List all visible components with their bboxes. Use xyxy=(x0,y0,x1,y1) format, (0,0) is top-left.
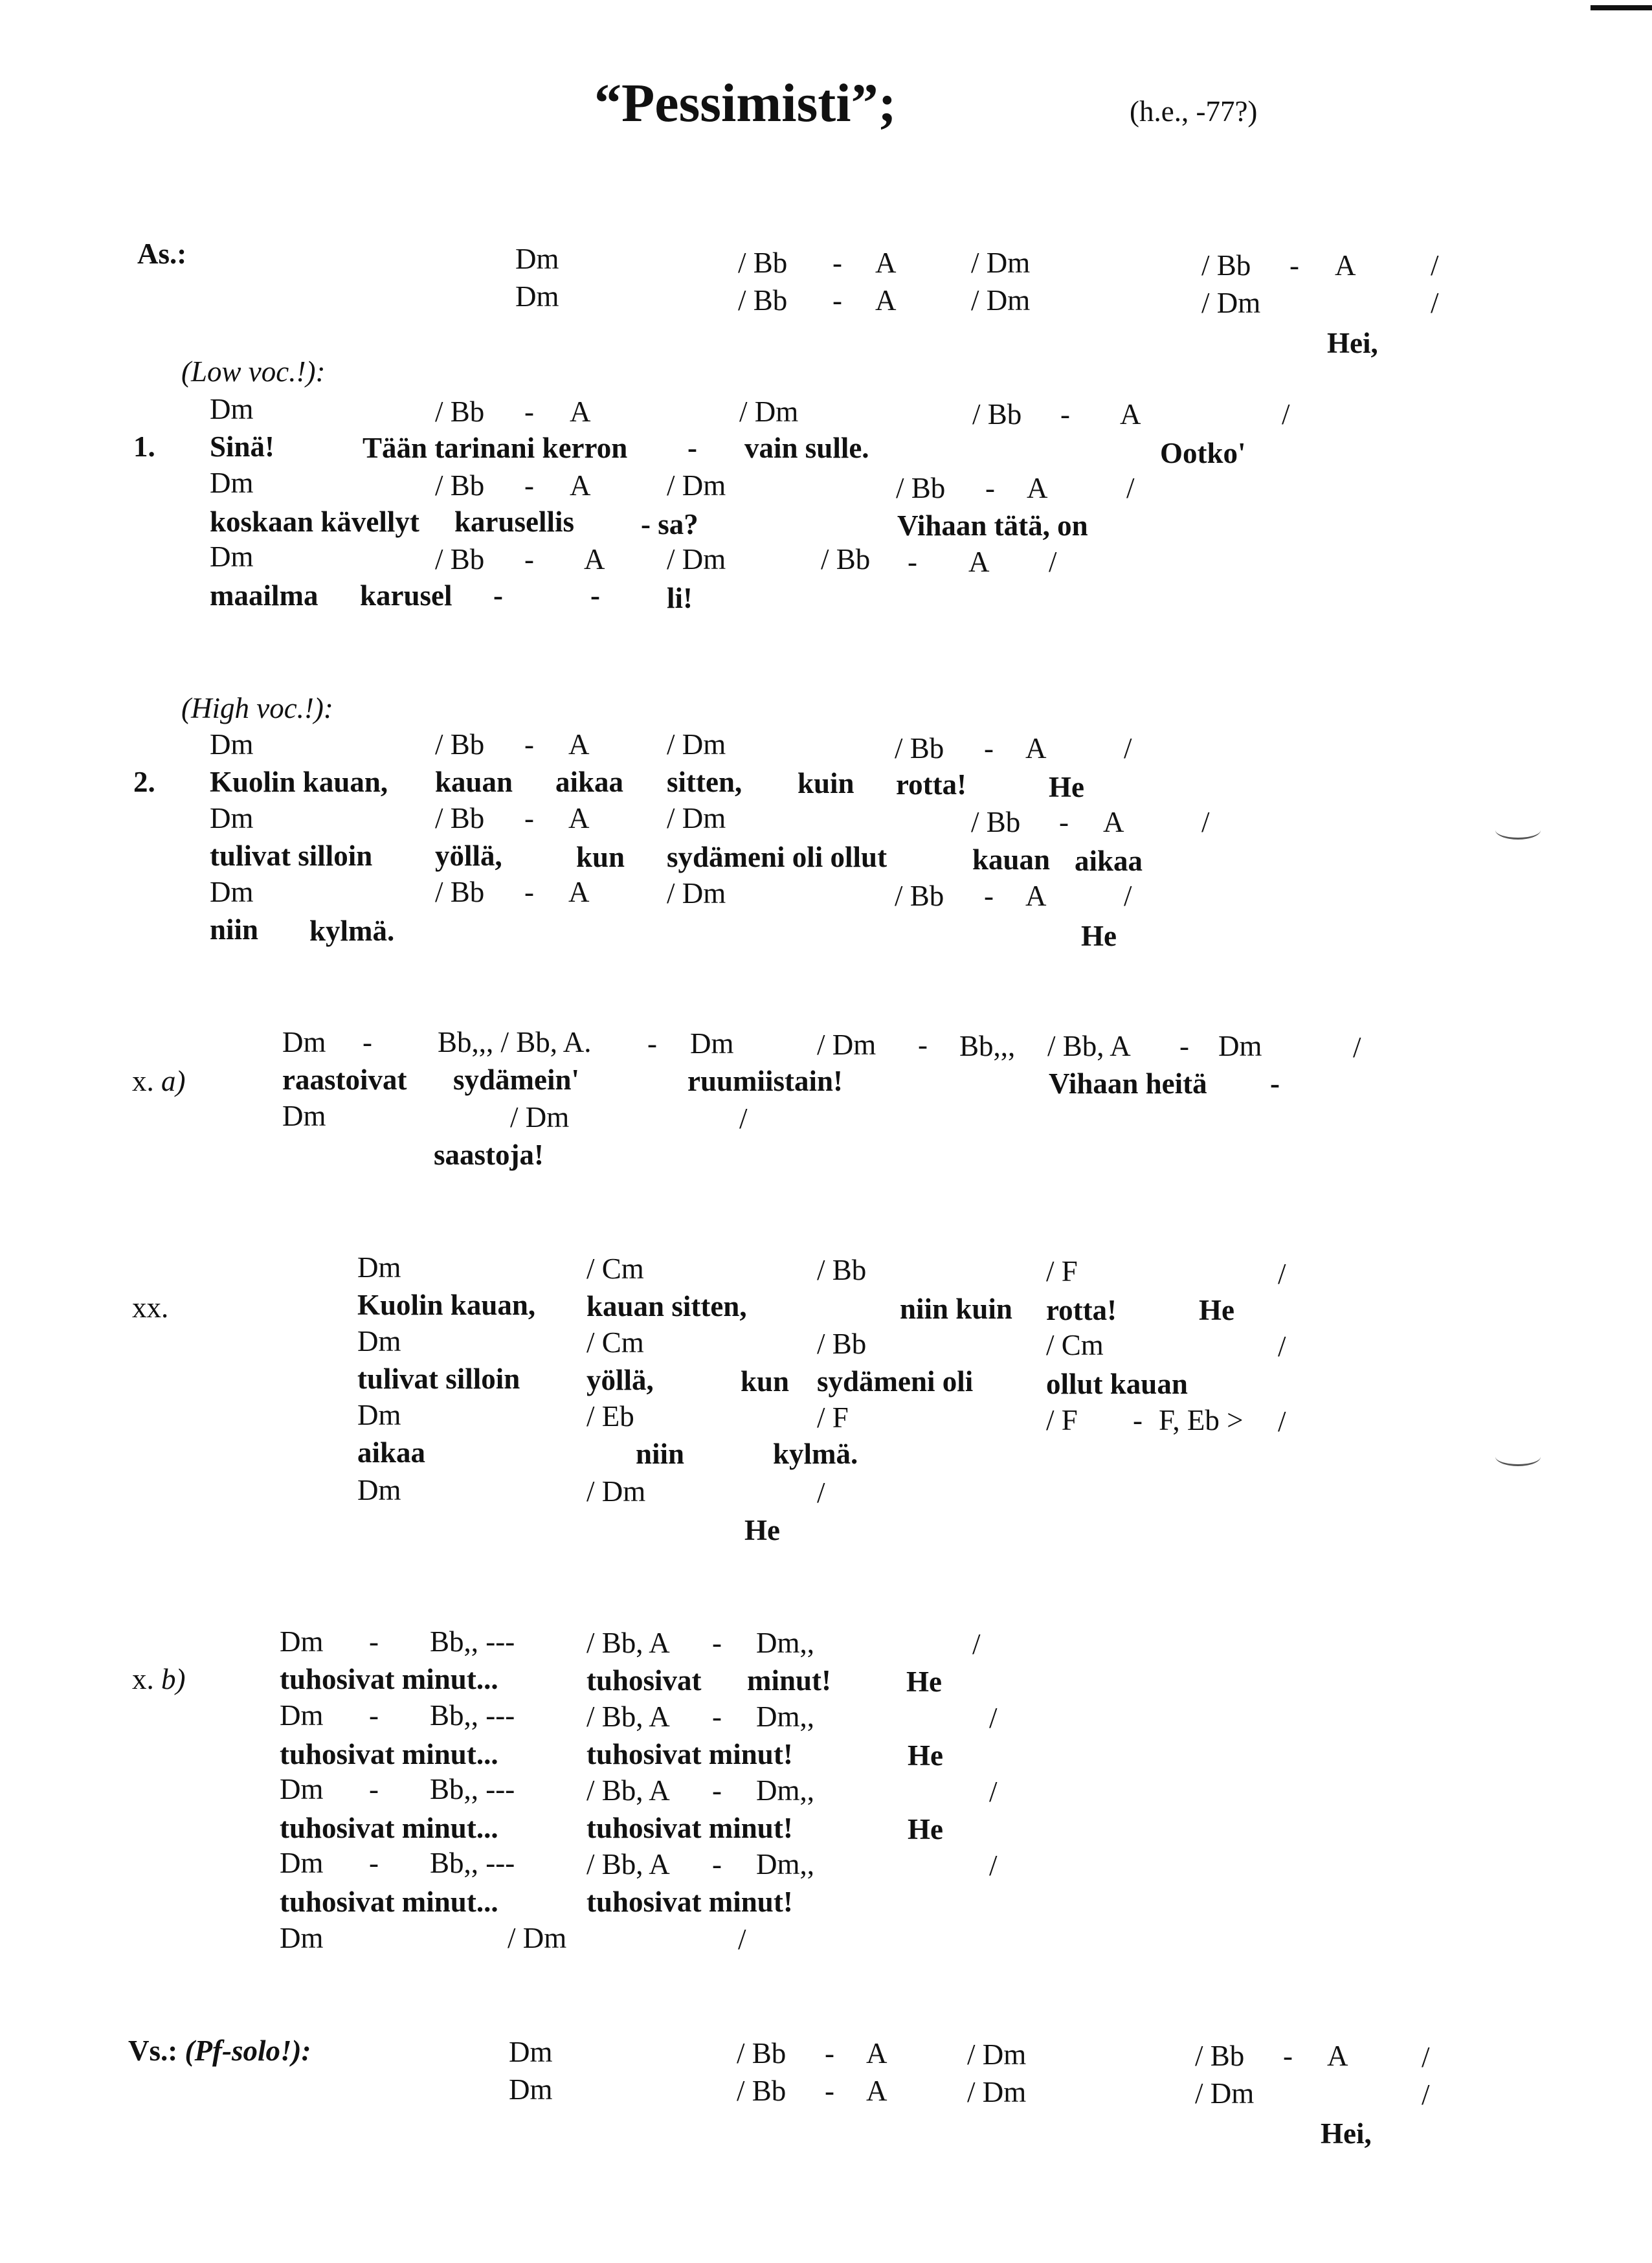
chord: / F xyxy=(817,1401,849,1434)
chord: - xyxy=(524,396,534,428)
lyric: He xyxy=(1049,771,1084,803)
chord: / xyxy=(1431,249,1439,282)
chord: - xyxy=(524,876,534,908)
lyric: He xyxy=(906,1666,942,1698)
chord: Dm xyxy=(515,243,559,275)
chord: A xyxy=(968,546,990,578)
lyric: - xyxy=(687,432,697,464)
lyric: kylmä. xyxy=(773,1438,858,1470)
chord: / xyxy=(1422,2079,1430,2111)
chord: / xyxy=(1124,880,1132,912)
chord: Dm xyxy=(282,1026,326,1058)
chord: Dm xyxy=(280,1847,324,1879)
chord: A xyxy=(568,728,590,761)
lyric: Hei, xyxy=(1327,327,1378,359)
chord: - xyxy=(369,1773,379,1805)
lyric: karusel xyxy=(360,579,452,612)
chord: / xyxy=(1422,2041,1430,2073)
lyric: niin xyxy=(210,913,259,946)
lyric: - xyxy=(1270,1067,1280,1100)
chord: Bb,, --- xyxy=(430,1625,515,1658)
lyric: Tään tarinani kerron xyxy=(363,432,628,464)
chord: / Bb xyxy=(435,876,485,908)
chord: / Bb, A xyxy=(586,1627,670,1659)
lyric: niin xyxy=(636,1438,685,1470)
chord: - xyxy=(712,1848,722,1880)
chord: Dm xyxy=(357,1251,401,1284)
lyric: kun xyxy=(741,1365,790,1398)
lyric: karusellis xyxy=(454,506,575,538)
chord: / xyxy=(1126,472,1135,504)
chord: - xyxy=(524,543,534,575)
chord: - xyxy=(984,880,994,912)
lyric: He xyxy=(908,1739,943,1772)
chord: - xyxy=(832,284,842,317)
lyric: tuhosivat minut... xyxy=(280,1812,498,1844)
lyric: tuhosivat xyxy=(586,1664,702,1697)
lyric: tuhosivat minut... xyxy=(280,1886,498,1918)
chord: / Bb xyxy=(435,802,485,834)
chord: Dm xyxy=(210,467,254,499)
voice-label: (High voc.!): xyxy=(181,692,333,724)
lyric: - xyxy=(590,579,600,612)
chord: / Bb xyxy=(435,543,485,575)
chord: Dm xyxy=(515,280,559,313)
lyric: Vihaan tätä, on xyxy=(897,509,1088,542)
chord: / Dm xyxy=(967,2038,1027,2071)
chord: / Bb xyxy=(738,247,788,279)
lyric: Kuolin kauan, xyxy=(357,1289,536,1321)
chord: - xyxy=(908,546,917,578)
lyric: sydämeni oli ollut xyxy=(667,841,887,873)
chord: - xyxy=(1283,2040,1293,2072)
chord: / Dm xyxy=(667,802,726,834)
chord: A xyxy=(1327,2040,1348,2072)
lyric: koskaan kävellyt xyxy=(210,506,419,538)
chord: / Bb xyxy=(1195,2040,1245,2072)
chord: Dm,, xyxy=(756,1848,814,1880)
chord: Dm xyxy=(1218,1030,1262,1062)
lyric: tuhosivat minut... xyxy=(280,1663,498,1695)
chord: F, Eb > xyxy=(1159,1404,1244,1436)
chord: - xyxy=(524,728,534,761)
chord: A xyxy=(1120,398,1141,430)
chord: / Dm xyxy=(1201,287,1261,319)
chord: A xyxy=(570,396,591,428)
chord: Dm xyxy=(210,802,254,834)
outro-label: Vs.: (Pf-solo!): xyxy=(128,2034,311,2067)
chord: / xyxy=(972,1628,981,1660)
section-label: xx. xyxy=(132,1291,169,1324)
chord: Bb,, --- xyxy=(430,1847,515,1879)
chord: Dm,, xyxy=(756,1774,814,1807)
lyric: kauan xyxy=(435,766,513,798)
lyric: He xyxy=(744,1514,780,1546)
chord: - xyxy=(1133,1404,1143,1436)
chord: / Dm xyxy=(510,1101,570,1133)
chord: - xyxy=(1289,249,1299,282)
lyric: He xyxy=(908,1813,943,1845)
chord: / xyxy=(1431,287,1439,319)
lyric: aikaa xyxy=(1075,845,1143,877)
chord: / Eb xyxy=(586,1400,634,1432)
lyric: Ootko' xyxy=(1160,437,1246,469)
lyric: sydämein' xyxy=(453,1064,580,1096)
chord: / Bb xyxy=(972,398,1022,430)
lyric: He xyxy=(1199,1294,1234,1326)
section-label: x. a) xyxy=(132,1065,186,1097)
verse-number: 1. xyxy=(133,430,155,463)
chord: / Bb xyxy=(435,728,485,761)
chord: Dm xyxy=(280,1922,324,1954)
chord: - xyxy=(984,732,994,764)
lyric: rotta! xyxy=(896,768,967,801)
chord: A xyxy=(866,2037,887,2069)
chord: / Dm xyxy=(667,728,726,761)
chord: A xyxy=(570,469,591,502)
lyric: li! xyxy=(667,582,693,614)
chord: / xyxy=(739,1102,748,1135)
song-title: “Pessimisti”; xyxy=(594,73,897,133)
chord: - xyxy=(369,1847,379,1879)
lyric: Vihaan heitä xyxy=(1049,1067,1207,1100)
song-credit: (h.e., -77?) xyxy=(1130,95,1258,128)
lyric: Kuolin kauan, xyxy=(210,766,388,798)
lyric: vain sulle. xyxy=(744,432,869,464)
chord: / Bb xyxy=(435,396,485,428)
chord: / xyxy=(1049,546,1057,578)
chord: / Bb xyxy=(738,284,788,317)
chord: / xyxy=(1201,806,1210,838)
chord: - xyxy=(647,1027,657,1060)
chord: - xyxy=(363,1026,372,1058)
lyric: tuhosivat minut! xyxy=(586,1886,793,1918)
chord: / Bb xyxy=(737,2075,787,2107)
chord: Dm xyxy=(282,1100,326,1132)
chord: A xyxy=(1025,880,1047,912)
lyric: yöllä, xyxy=(435,840,502,872)
chord: / Dm xyxy=(667,877,726,909)
lyric: kauan sitten, xyxy=(586,1290,747,1322)
scan-hole-mark xyxy=(1495,1447,1541,1466)
lyric: - xyxy=(493,579,503,612)
chord: - xyxy=(985,472,995,504)
chord: Dm xyxy=(210,541,254,573)
chord: / Bb xyxy=(435,469,485,502)
lyric: - sa? xyxy=(641,508,698,541)
chord: Bb,,, xyxy=(959,1030,1016,1062)
chord: A xyxy=(1103,806,1124,838)
lyric: tuhosivat minut! xyxy=(586,1738,793,1770)
chord: / Dm xyxy=(586,1475,646,1508)
chord: / Dm xyxy=(739,396,799,428)
intro-label: As.: xyxy=(137,238,187,270)
chord: - xyxy=(712,1700,722,1733)
chord: / Bb xyxy=(817,1328,867,1360)
chord: - xyxy=(524,802,534,834)
chord: Dm xyxy=(280,1699,324,1732)
chord: / Bb, A xyxy=(586,1700,670,1733)
lyric: minut! xyxy=(747,1664,832,1697)
chord: / xyxy=(1278,1405,1286,1438)
chord: - xyxy=(825,2075,834,2107)
chord: / Cm xyxy=(586,1253,644,1285)
lyric: kauan xyxy=(972,843,1051,876)
chord: - xyxy=(524,469,534,502)
lyric: raastoivat xyxy=(282,1064,407,1096)
lyric: ruumiistain! xyxy=(687,1065,843,1097)
verse-number: 2. xyxy=(133,766,155,798)
chord: / xyxy=(1353,1031,1361,1064)
chord: Dm xyxy=(210,728,254,761)
chord: Dm,, xyxy=(756,1627,814,1659)
lyric: kylmä. xyxy=(309,915,395,947)
chord: / Bb xyxy=(896,472,946,504)
chord: - xyxy=(825,2037,834,2069)
chord: Dm xyxy=(280,1625,324,1658)
chord: / Bb xyxy=(971,806,1021,838)
chord: / Dm xyxy=(971,247,1031,279)
chord: - xyxy=(918,1029,928,1061)
chord: A xyxy=(875,247,897,279)
chord: / Bb, A xyxy=(586,1774,670,1807)
lyric: aikaa xyxy=(555,766,624,798)
lyric: niin kuin xyxy=(900,1293,1012,1325)
chord: / Dm xyxy=(817,1029,876,1061)
chord: / xyxy=(1282,398,1290,430)
chord: / Cm xyxy=(1046,1329,1104,1361)
chord: A xyxy=(568,876,590,908)
chord: / Dm xyxy=(508,1922,567,1954)
lyric: sydämeni oli xyxy=(817,1365,974,1398)
chord: - xyxy=(712,1627,722,1659)
chord: / Bb, A xyxy=(586,1848,670,1880)
lyric: maailma xyxy=(210,579,318,612)
chord: Dm xyxy=(357,1399,401,1431)
lyric: yöllä, xyxy=(586,1364,654,1396)
scan-edge-mark xyxy=(1591,5,1652,10)
lyric: saastoja! xyxy=(434,1139,544,1171)
lyric: tulivat silloin xyxy=(357,1363,520,1395)
lyric: Hei, xyxy=(1321,2117,1372,2150)
chord: / xyxy=(989,1849,998,1882)
chord: Dm xyxy=(210,393,254,425)
chord: / xyxy=(989,1702,998,1734)
chord: Dm xyxy=(210,876,254,908)
chord: - xyxy=(1060,398,1070,430)
chord: Dm xyxy=(509,2073,553,2106)
chord: / Dm xyxy=(667,543,726,575)
chord: - xyxy=(369,1699,379,1732)
chord: - xyxy=(832,247,842,279)
chord: / Bb, A xyxy=(1047,1030,1131,1062)
chord: - xyxy=(712,1774,722,1807)
chord: - xyxy=(1179,1030,1189,1062)
chord: Dm,, xyxy=(756,1700,814,1733)
lyric: aikaa xyxy=(357,1436,426,1469)
chord: Bb,,, / Bb, A. xyxy=(438,1026,592,1058)
chord: / Bb xyxy=(737,2037,787,2069)
chord: / Cm xyxy=(586,1326,644,1359)
chord: Dm xyxy=(509,2036,553,2068)
chord: / Dm xyxy=(1195,2077,1255,2110)
chord: / xyxy=(1278,1258,1286,1290)
chord: / Dm xyxy=(967,2076,1027,2108)
chord: Bb,, --- xyxy=(430,1699,515,1732)
lyric: tuhosivat minut... xyxy=(280,1738,498,1770)
chord: / Bb xyxy=(895,880,944,912)
chord: Dm xyxy=(357,1325,401,1357)
chord: / Bb xyxy=(1201,249,1251,282)
chord: - xyxy=(1059,806,1069,838)
lyric: kuin xyxy=(798,767,854,799)
chord: / Bb xyxy=(817,1254,867,1286)
chord: / F xyxy=(1046,1255,1078,1288)
chord: / Dm xyxy=(971,284,1031,317)
lyric: He xyxy=(1081,920,1117,952)
chord: A xyxy=(875,284,897,317)
scan-hole-mark xyxy=(1495,821,1541,840)
chord: / xyxy=(989,1776,998,1808)
lyric: tuhosivat minut! xyxy=(586,1812,793,1844)
chord: / Bb xyxy=(821,543,871,575)
chord: Bb,, --- xyxy=(430,1773,515,1805)
chord: A xyxy=(584,543,605,575)
chord: A xyxy=(1025,732,1047,764)
section-label: x. b) xyxy=(132,1663,186,1695)
chord: A xyxy=(1027,472,1048,504)
chord: - xyxy=(369,1625,379,1658)
lyric: ollut kauan xyxy=(1046,1368,1188,1400)
chord: A xyxy=(1335,249,1356,282)
chord: Dm xyxy=(357,1474,401,1506)
chord: / Dm xyxy=(667,469,726,502)
chord: Dm xyxy=(690,1027,734,1060)
lyric: sitten, xyxy=(667,766,742,798)
voice-label: (Low voc.!): xyxy=(181,355,326,388)
chord: / xyxy=(817,1477,825,1509)
chord: / F xyxy=(1046,1404,1078,1436)
lyric: Sinä! xyxy=(210,430,275,463)
chord: / xyxy=(1278,1330,1286,1363)
chord: / xyxy=(1124,732,1132,764)
chord: A xyxy=(866,2075,887,2107)
chord: / xyxy=(738,1923,746,1956)
chord: A xyxy=(568,802,590,834)
lyric: kun xyxy=(576,841,625,873)
chord: Dm xyxy=(280,1773,324,1805)
chord: / Bb xyxy=(895,732,944,764)
lyric: rotta! xyxy=(1046,1294,1117,1326)
lyric: tulivat silloin xyxy=(210,840,373,872)
